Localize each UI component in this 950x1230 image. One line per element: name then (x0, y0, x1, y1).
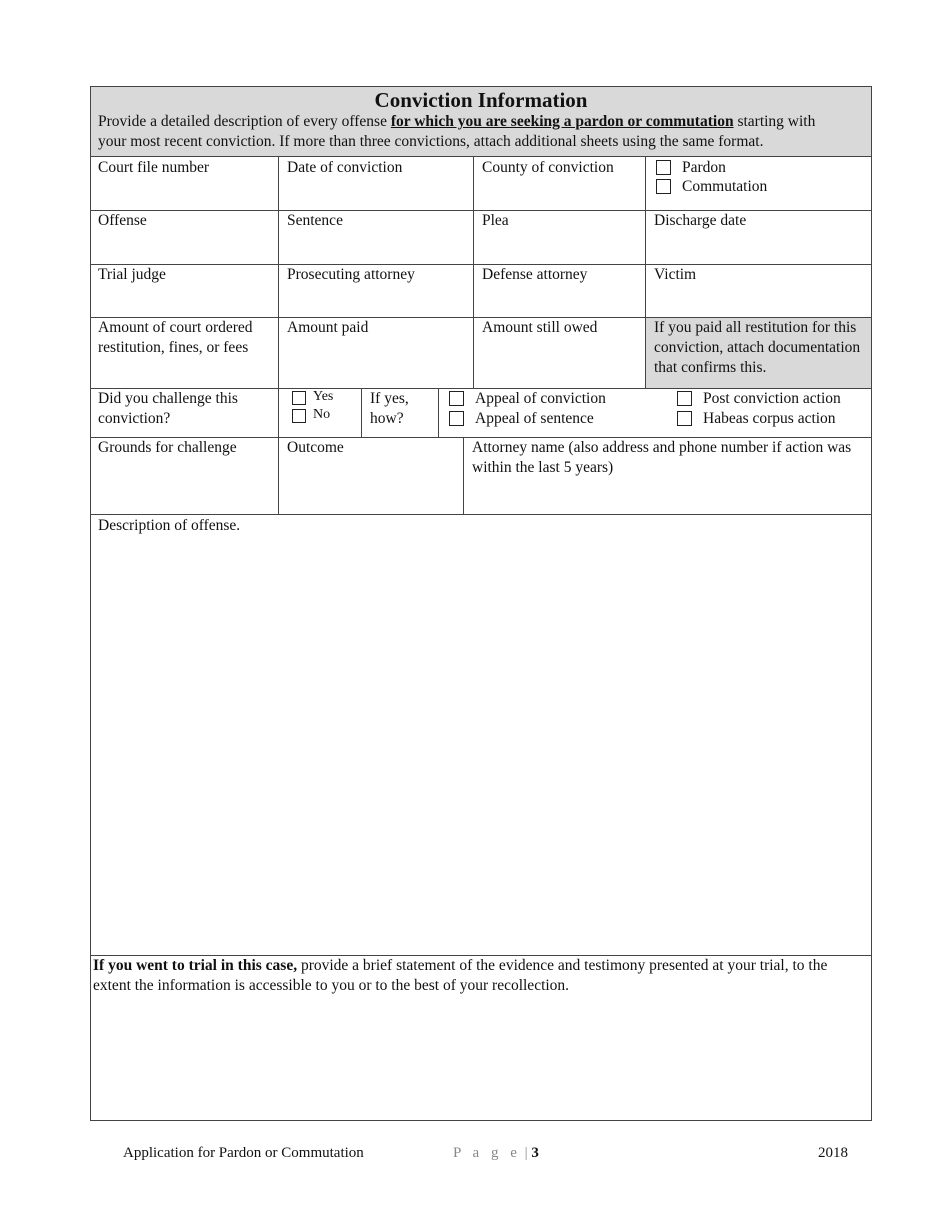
footer-page-number: P a g e | 3 (453, 1145, 539, 1161)
description-field[interactable] (91, 537, 871, 954)
section-title: Conviction Information (374, 88, 588, 112)
offense-label: Offense (98, 212, 147, 229)
post-conviction-checkbox[interactable] (677, 391, 692, 406)
trial-judge-label: Trial judge (98, 266, 166, 283)
victim-label: Victim (654, 266, 697, 283)
habeas-corpus-checkbox[interactable] (677, 411, 692, 426)
amount-paid-label: Amount paid (287, 319, 369, 336)
no-checkbox[interactable] (292, 409, 306, 423)
habeas-corpus-label: Habeas corpus action (703, 410, 836, 427)
appeal-conviction-checkbox[interactable] (449, 391, 464, 406)
challenge-question-label: Did you challenge this conviction? (98, 390, 238, 427)
plea-label: Plea (482, 212, 509, 229)
defense-attorney-label: Defense attorney (482, 266, 588, 283)
post-conviction-label: Post conviction action (703, 390, 841, 407)
appeal-sentence-checkbox[interactable] (449, 411, 464, 426)
no-label: No (313, 407, 331, 422)
appeal-sentence-label: Appeal of sentence (475, 410, 594, 427)
restitution-note: If you paid all restitution for this conviction, attach documentation that confirms this. (654, 319, 861, 376)
amount-ordered-label: Amount of court ordered restitution, fines, or fees (98, 319, 253, 356)
attorney-name-label: Attorney name (also address and phone number if action was within the last 5 years) (472, 439, 852, 476)
prosecuting-attorney-label: Prosecuting attorney (287, 266, 415, 283)
grounds-label: Grounds for challenge (98, 439, 237, 456)
yes-checkbox[interactable] (292, 391, 306, 405)
commutation-label: Commutation (682, 178, 768, 195)
sentence-label: Sentence (287, 212, 343, 229)
yes-label: Yes (313, 389, 334, 404)
intro-line-1: Provide a detailed description of every offense for which you are seeking a pardon or commutation starting with (98, 113, 816, 130)
outcome-label: Outcome (287, 439, 344, 456)
appeal-conviction-label: Appeal of conviction (475, 390, 606, 407)
trial-statement-field[interactable] (91, 998, 871, 1120)
date-of-conviction-label: Date of conviction (287, 159, 403, 176)
footer-document-title: Application for Pardon or Commutation (123, 1145, 364, 1161)
description-label: Description of offense. (98, 517, 241, 534)
if-yes-how-label: If yes, how? (370, 390, 409, 427)
discharge-date-label: Discharge date (654, 212, 747, 229)
pardon-checkbox[interactable] (656, 160, 671, 175)
commutation-checkbox[interactable] (656, 179, 671, 194)
trial-statement-label: If you went to trial in this case, provide a brief statement of the evidence and testimony presented at your trial, to the extent the information is accessible to you or to the best of your recollection. (93, 957, 828, 994)
county-of-conviction-label: County of conviction (482, 159, 614, 176)
court-file-number-label: Court file number (98, 159, 210, 176)
pardon-label: Pardon (682, 159, 726, 176)
footer-year: 2018 (818, 1145, 848, 1161)
intro-line-2: your most recent conviction. If more than three convictions, attach additional sheets using the same format. (98, 133, 764, 150)
amount-owed-label: Amount still owed (482, 319, 598, 336)
